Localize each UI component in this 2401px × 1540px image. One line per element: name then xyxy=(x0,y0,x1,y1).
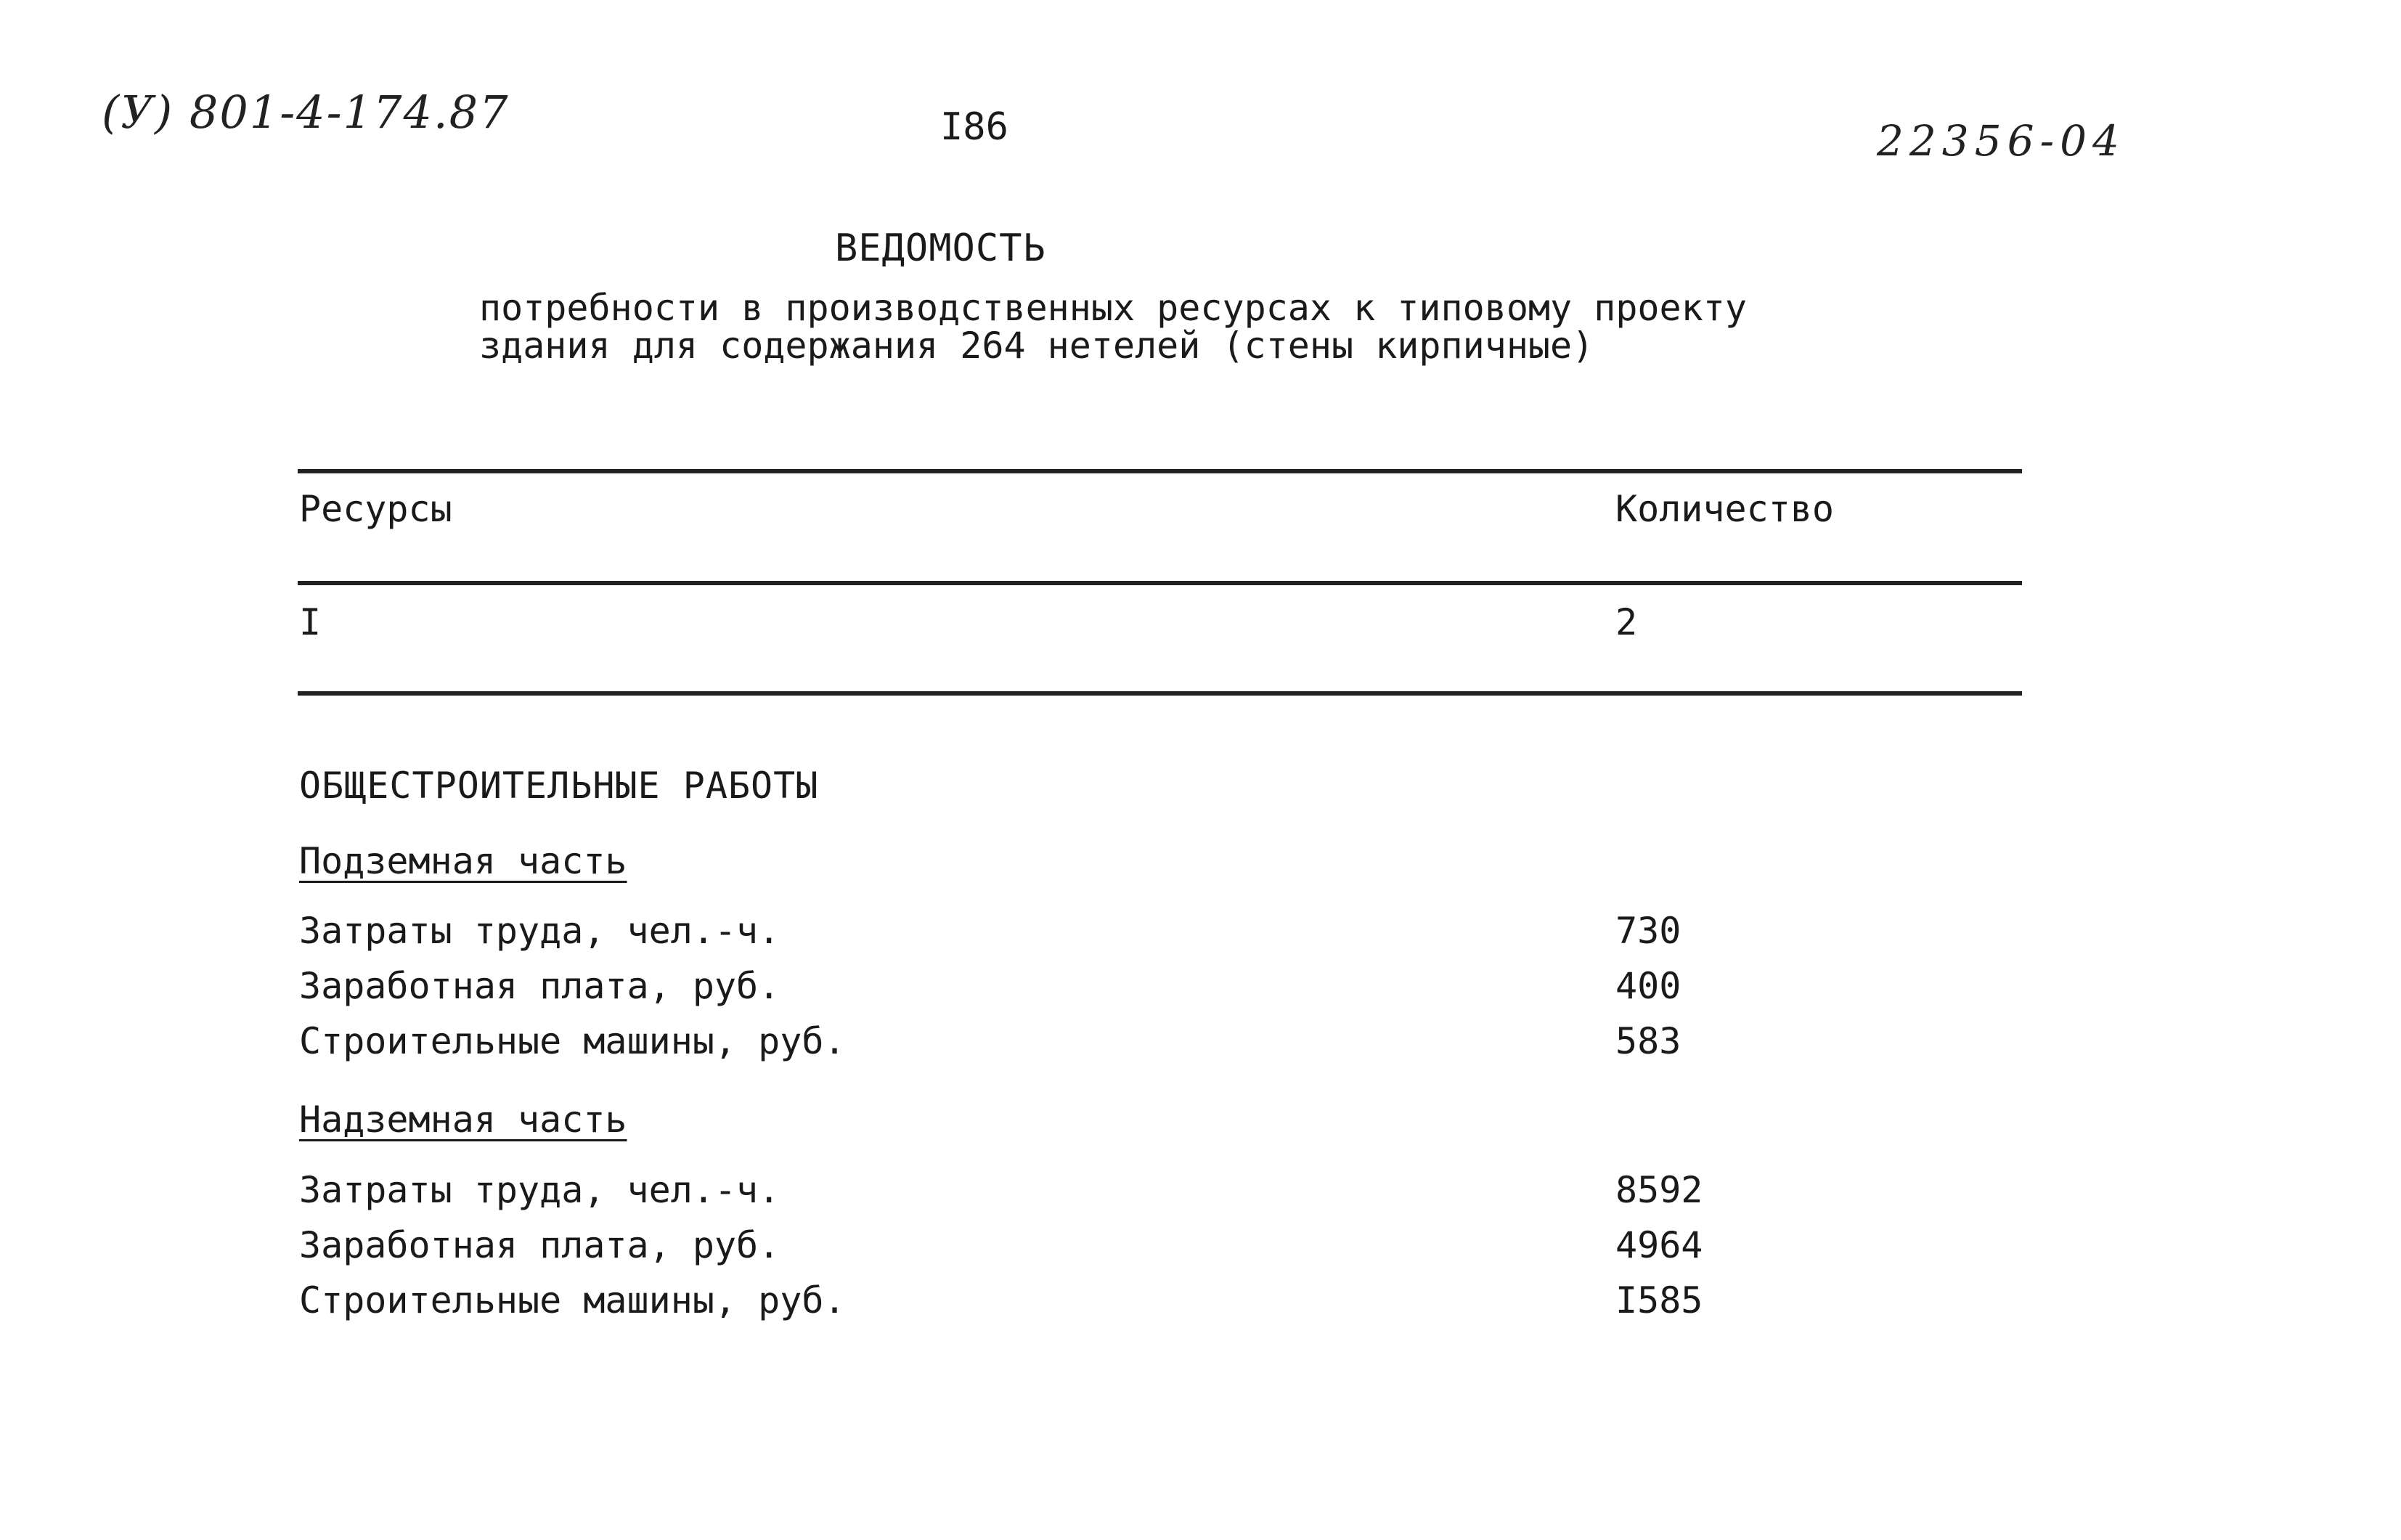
section-title: ОБЩЕСТРОИТЕЛЬНЫЕ РАБОТЫ xyxy=(299,765,819,807)
subtitle-line-2: здания для содержания 264 нетелей (стены кирпичные) xyxy=(479,325,1594,367)
inventory-number: 22356-04 xyxy=(1877,116,2125,166)
subsection-title-aboveground: Надземная часть xyxy=(299,1099,627,1141)
table-rule-middle xyxy=(298,581,2022,585)
row-value: 8592 xyxy=(1615,1169,1703,1211)
row-value: 400 xyxy=(1615,965,1681,1007)
column-header-quantity: Количество xyxy=(1615,488,1835,530)
row-label: Заработная плата, руб. xyxy=(299,965,780,1007)
document-title: ВЕДОМОСТЬ xyxy=(835,227,1046,270)
row-value: I585 xyxy=(1615,1279,1703,1321)
page-number: I86 xyxy=(940,105,1008,149)
row-label: Заработная плата, руб. xyxy=(299,1224,780,1266)
row-value: 583 xyxy=(1615,1020,1681,1062)
row-label: Затраты труда, чел.-ч. xyxy=(299,1169,780,1211)
column-number-2: 2 xyxy=(1615,601,1638,643)
row-label: Строительные машины, руб. xyxy=(299,1279,846,1321)
subsection-title-underground: Подземная часть xyxy=(299,840,627,882)
row-value: 4964 xyxy=(1615,1224,1703,1266)
column-header-resources: Ресурсы xyxy=(299,488,452,530)
subtitle-line-1: потребности в производственных ресурсах к типовому проекту xyxy=(479,287,1747,329)
column-number-1: I xyxy=(299,601,322,643)
row-value: 730 xyxy=(1615,910,1681,952)
row-label: Строительные машины, руб. xyxy=(299,1020,846,1062)
table-rule-bottom xyxy=(298,691,2022,696)
table-rule-top xyxy=(298,469,2022,473)
row-label: Затраты труда, чел.-ч. xyxy=(299,910,780,952)
document-code: (У) 801-4-174.87 xyxy=(102,86,510,139)
